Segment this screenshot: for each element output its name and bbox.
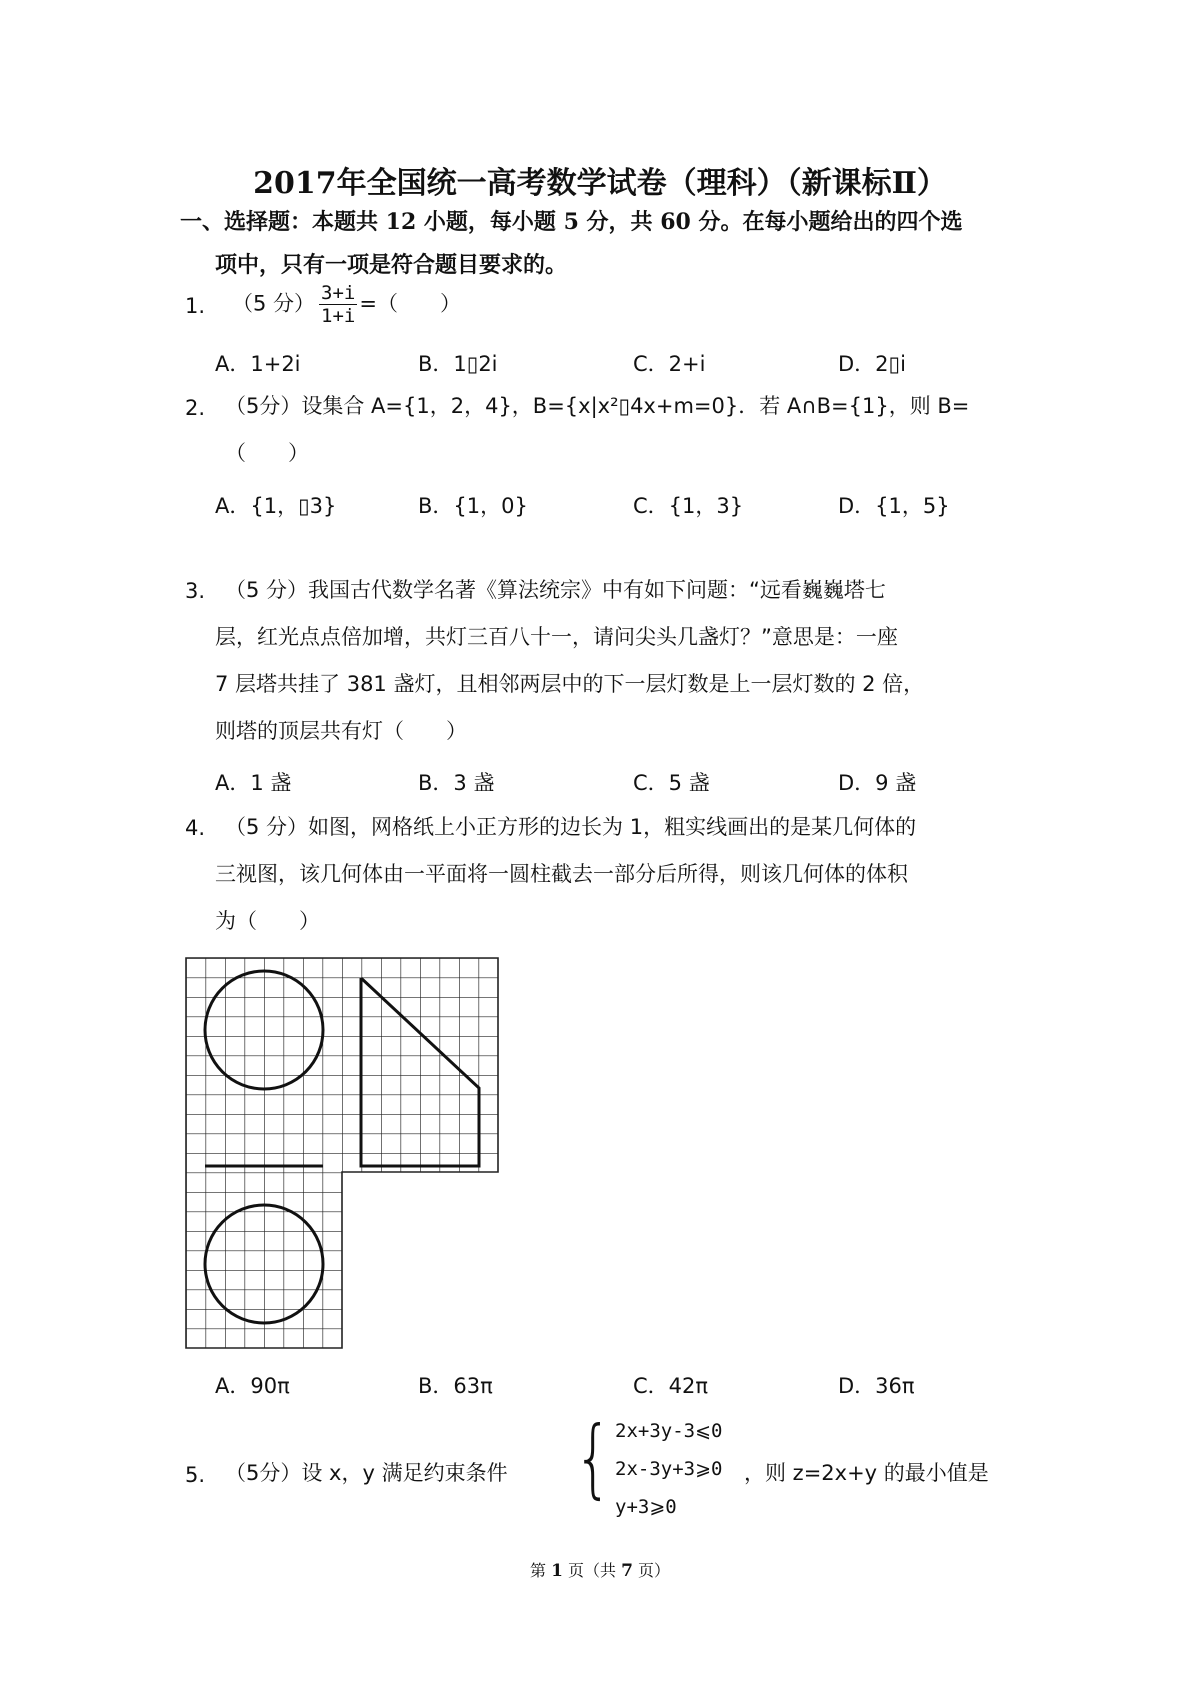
- q4-option-d[interactable]: D．36π: [838, 1374, 915, 1398]
- q5-constraint-1: 2x+3y-3⩽0: [615, 1420, 723, 1442]
- exam-title: 2017年全国统一高考数学试卷（理科）（新课标Ⅱ）: [253, 166, 947, 201]
- q3-option-d[interactable]: D．9 盏: [838, 771, 917, 795]
- q5-constraint-2: 2x-3y+3⩾0: [615, 1458, 723, 1480]
- q1-frac-numerator: 3+i: [321, 282, 356, 304]
- q4-option-c[interactable]: C．42π: [633, 1374, 709, 1398]
- footer-page-number: 1: [551, 1561, 563, 1581]
- q2-option-a[interactable]: A．{1，▯3}: [215, 494, 337, 518]
- q5-lead: （5分）设 x，y 满足约束条件: [225, 1461, 508, 1485]
- footer-prefix: 第: [529, 1561, 552, 1580]
- q3-line2: 层，红光点点倍加增，共灯三百八十一，请问尖头几盏灯？”意思是：一座: [215, 625, 898, 649]
- q5-number: 5.: [185, 1463, 206, 1487]
- page-footer: [0, 1558, 1200, 1581]
- q1-option-b[interactable]: B．1▯2i: [418, 352, 498, 376]
- q1-score: （5 分）: [232, 291, 316, 316]
- q1-tail: =（ ）: [359, 291, 461, 316]
- q2-option-d[interactable]: D．{1，5}: [838, 494, 950, 518]
- q1-option-c[interactable]: C．2+i: [633, 352, 706, 376]
- q3-number: 3.: [185, 579, 206, 603]
- q4-line2: 三视图，该几何体由一平面将一圆柱截去一部分后所得，则该几何体的体积: [215, 862, 908, 886]
- q4-line1: （5 分）如图，网格纸上小正方形的边长为 1，粗实线画出的是某几何体的: [225, 815, 917, 839]
- q4-option-a[interactable]: A．90π: [215, 1374, 290, 1398]
- q3-line4: 则塔的顶层共有灯（ ）: [215, 719, 467, 743]
- footer-suffix: 页）: [632, 1561, 671, 1580]
- q2-option-b[interactable]: B．{1，0}: [418, 494, 528, 518]
- q3-line3: 7 层塔共挂了 381 盏灯，且相邻两层中的下一层灯数是上一层灯数的 2 倍，: [215, 672, 925, 696]
- q3-line1: （5 分）我国古代数学名著《算法统宗》中有如下问题：“远看巍巍塔七: [225, 578, 886, 602]
- q1-option-a[interactable]: A．1+2i: [215, 352, 301, 376]
- grid-paper: [186, 958, 498, 1348]
- footer-total-pages: 7: [621, 1561, 633, 1581]
- q1-number: 1.: [185, 294, 206, 318]
- q3-option-b[interactable]: B．3 盏: [418, 771, 495, 795]
- q4-line3: 为（ ）: [215, 909, 320, 933]
- q3-option-c[interactable]: C．5 盏: [633, 771, 710, 795]
- q2-line1: （5分）设集合 A={1，2，4}，B={x|x²▯4x+m=0}．若 A∩B={1}，则 B=: [225, 394, 970, 418]
- q3-option-a[interactable]: A．1 盏: [215, 771, 292, 795]
- q2-option-c[interactable]: C．{1，3}: [633, 494, 744, 518]
- q5-tail: ，则 z=2x+y 的最小值是: [744, 1461, 989, 1485]
- q2-line2: （ ）: [225, 441, 309, 465]
- q2-number: 2.: [185, 396, 206, 420]
- footer-middle: 页（共: [562, 1561, 622, 1580]
- q4-option-b[interactable]: B．63π: [418, 1374, 493, 1398]
- constraint-brace-icon: {: [574, 1408, 613, 1508]
- section-heading-line1: 一、选择题：本题共 12 小题，每小题 5 分，共 60 分。在每小题给出的四个选: [180, 209, 963, 235]
- section-heading-line2: 项中，只有一项是符合题目要求的。: [215, 252, 568, 278]
- q4-number: 4.: [185, 816, 206, 840]
- q5-constraint-3: y+3⩾0: [615, 1496, 677, 1518]
- q1-option-d[interactable]: D．2▯i: [838, 352, 906, 376]
- q1-frac-denominator: 1+i: [321, 305, 356, 327]
